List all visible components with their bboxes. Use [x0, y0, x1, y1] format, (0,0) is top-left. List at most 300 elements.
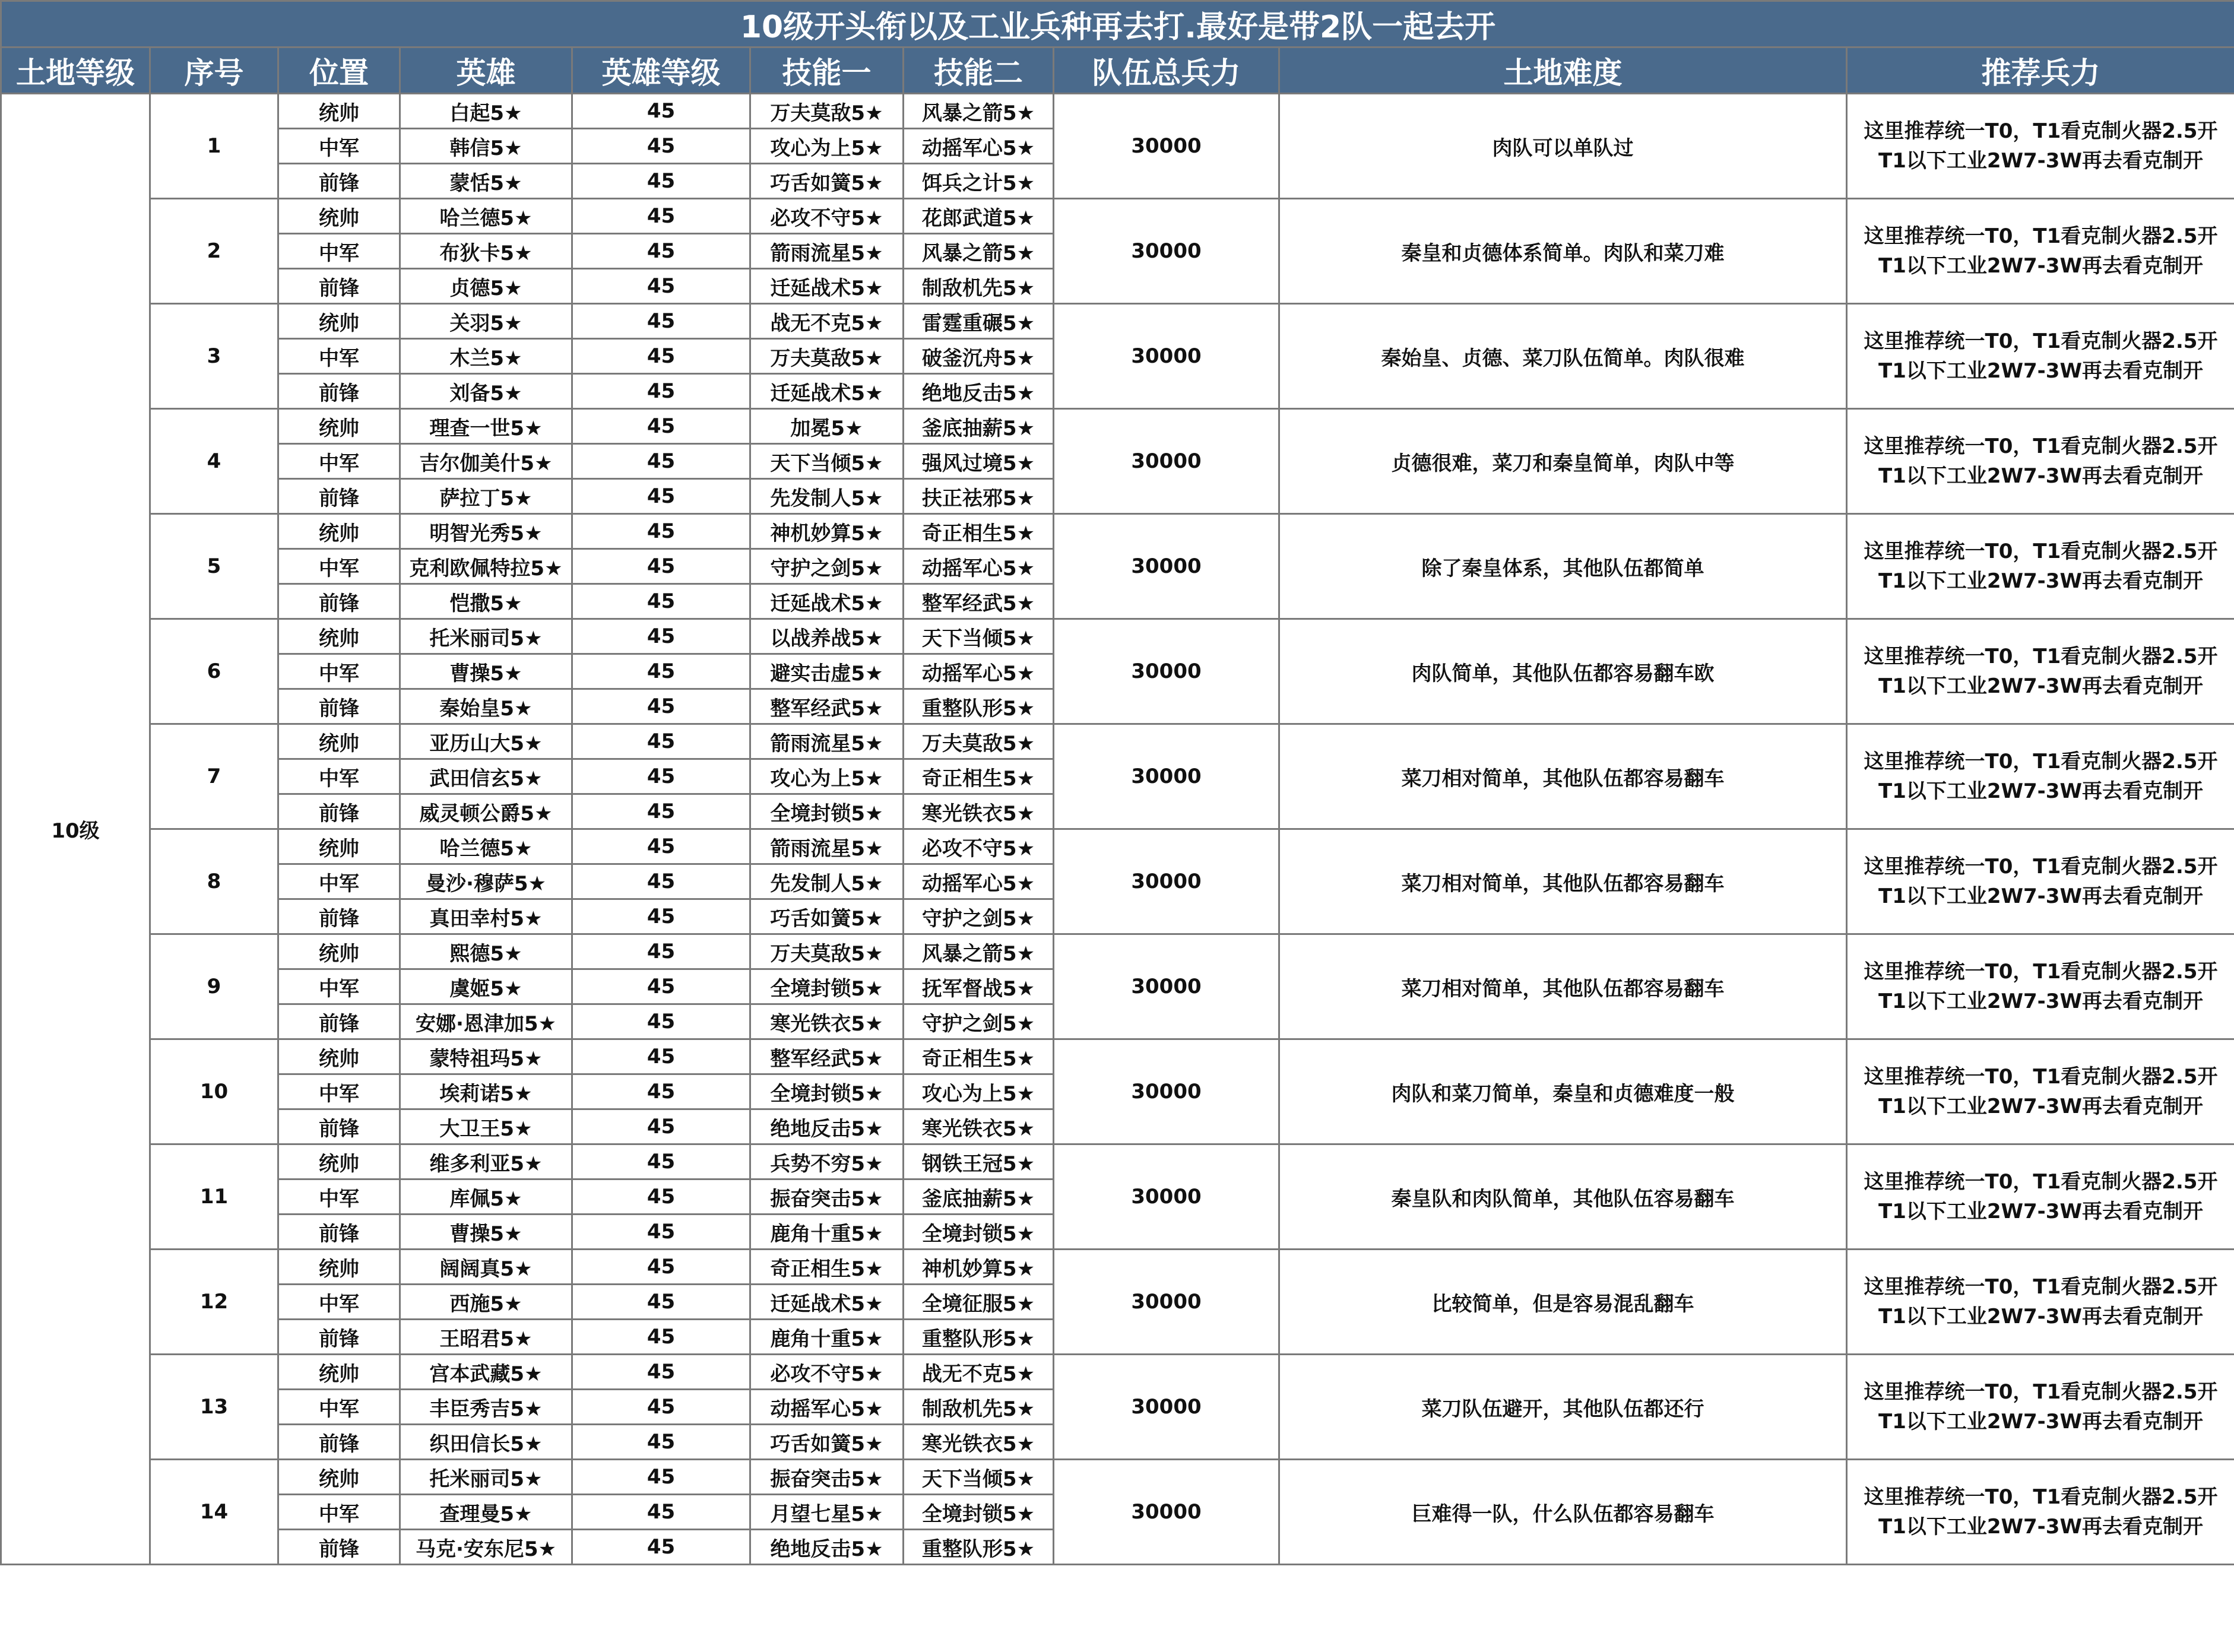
skill-one-cell: 巧舌如簧5★ [750, 1425, 904, 1460]
recommended-line-2: T1以下工业2W7-3W再去看克制开 [1878, 1515, 2203, 1539]
position-cell: 中军 [278, 759, 400, 794]
skill-one-cell: 全境封锁5★ [750, 794, 904, 829]
hero-level-cell: 45 [572, 269, 750, 304]
hero-cell: 曹操5★ [400, 1215, 572, 1250]
hero-level-cell: 45 [572, 1215, 750, 1250]
seq-no-cell: 14 [150, 1460, 278, 1565]
header-total-troops: 队伍总兵力 [1054, 47, 1279, 94]
skill-one-cell: 振奋突击5★ [750, 1460, 904, 1495]
position-cell: 前锋 [278, 1004, 400, 1039]
hero-level-cell: 45 [572, 409, 750, 444]
hero-level-cell: 45 [572, 514, 750, 549]
table-row [1, 1460, 2234, 1495]
hero-level-cell: 45 [572, 1355, 750, 1390]
total-troops-cell: 30000 [1054, 304, 1279, 409]
position-cell: 中军 [278, 1074, 400, 1109]
skill-two-cell: 天下当倾5★ [904, 619, 1054, 654]
recommended-line-1: 这里推荐统一T0，T1看克制火器2.5开 [1864, 645, 2218, 668]
skill-two-cell: 奇正相生5★ [904, 514, 1054, 549]
position-cell: 中军 [278, 1179, 400, 1215]
position-cell: 中军 [278, 864, 400, 899]
hero-level-cell: 45 [572, 549, 750, 584]
hero-level-cell: 45 [572, 374, 750, 409]
hero-cell: 蒙恬5★ [400, 164, 572, 199]
land-difficulty-cell: 比较简单，但是容易混乱翻车 [1279, 1250, 1847, 1355]
header-recommended-troops: 推荐兵力 [1847, 47, 2234, 94]
hero-level-cell: 45 [572, 1495, 750, 1530]
skill-two-cell: 必攻不守5★ [904, 829, 1054, 864]
hero-level-cell: 45 [572, 1004, 750, 1039]
position-cell: 前锋 [278, 269, 400, 304]
skill-one-cell: 迁延战术5★ [750, 269, 904, 304]
skill-two-cell: 寒光铁衣5★ [904, 1425, 1054, 1460]
total-troops-cell: 30000 [1054, 1250, 1279, 1355]
land-difficulty-cell: 肉队简单，其他队伍都容易翻车欧 [1279, 619, 1847, 724]
hero-cell: 曹操5★ [400, 654, 572, 689]
skill-two-cell: 风暴之箭5★ [904, 94, 1054, 129]
hero-level-cell: 45 [572, 444, 750, 479]
table-row [1, 1144, 2234, 1179]
hero-level-cell: 45 [572, 199, 750, 234]
skill-one-cell: 万夫莫敌5★ [750, 339, 904, 374]
position-cell: 前锋 [278, 1530, 400, 1565]
recommended-troops-cell [1847, 1250, 2234, 1355]
recommended-troops-cell [1847, 1144, 2234, 1250]
recommended-troops-cell [1847, 1355, 2234, 1460]
recommended-line-1: 这里推荐统一T0，T1看克制火器2.5开 [1864, 1380, 2218, 1404]
skill-one-cell: 天下当倾5★ [750, 444, 904, 479]
land-difficulty-cell: 秦皇队和肉队简单，其他队伍容易翻车 [1279, 1144, 1847, 1250]
position-cell: 统帅 [278, 199, 400, 234]
position-cell: 统帅 [278, 514, 400, 549]
skill-one-cell: 万夫莫敌5★ [750, 934, 904, 969]
table-row [1, 619, 2234, 654]
hero-cell: 威灵顿公爵5★ [400, 794, 572, 829]
seq-no-cell: 11 [150, 1144, 278, 1250]
total-troops-cell: 30000 [1054, 199, 1279, 304]
recommended-troops-cell [1847, 514, 2234, 619]
land-difficulty-cell: 贞德很难，菜刀和秦皇简单，肉队中等 [1279, 409, 1847, 514]
hero-cell: 萨拉丁5★ [400, 479, 572, 514]
recommended-line-1: 这里推荐统一T0，T1看克制火器2.5开 [1864, 1275, 2218, 1299]
skill-one-cell: 巧舌如簧5★ [750, 164, 904, 199]
hero-level-cell: 45 [572, 1039, 750, 1074]
position-cell: 中军 [278, 339, 400, 374]
position-cell: 前锋 [278, 584, 400, 619]
hero-level-cell: 45 [572, 934, 750, 969]
recommended-line-2: T1以下工业2W7-3W再去看克制开 [1878, 779, 2203, 803]
recommended-line-2: T1以下工业2W7-3W再去看克制开 [1878, 674, 2203, 698]
header-position: 位置 [278, 47, 400, 94]
hero-cell: 木兰5★ [400, 339, 572, 374]
total-troops-cell: 30000 [1054, 1460, 1279, 1565]
hero-cell: 曼沙·穆萨5★ [400, 864, 572, 899]
total-troops-cell: 30000 [1054, 1355, 1279, 1460]
recommended-line-1: 这里推荐统一T0，T1看克制火器2.5开 [1864, 329, 2218, 353]
header-skill-one: 技能一 [750, 47, 904, 94]
hero-cell: 虞姬5★ [400, 969, 572, 1004]
seq-no-cell: 12 [150, 1250, 278, 1355]
skill-two-cell: 制敌机先5★ [904, 1390, 1054, 1425]
hero-cell: 托米丽司5★ [400, 1460, 572, 1495]
seq-no-cell: 7 [150, 724, 278, 829]
hero-level-cell: 45 [572, 1530, 750, 1565]
position-cell: 中军 [278, 1390, 400, 1425]
table-row [1, 514, 2234, 549]
skill-two-cell: 全境封锁5★ [904, 1495, 1054, 1530]
total-troops-cell: 30000 [1054, 1144, 1279, 1250]
skill-one-cell: 迁延战术5★ [750, 584, 904, 619]
hero-level-cell: 45 [572, 129, 750, 164]
hero-cell: 吉尔伽美什5★ [400, 444, 572, 479]
hero-level-cell: 45 [572, 899, 750, 934]
skill-two-cell: 寒光铁衣5★ [904, 794, 1054, 829]
position-cell: 前锋 [278, 374, 400, 409]
hero-level-cell: 45 [572, 1250, 750, 1285]
skill-two-cell: 花郎武道5★ [904, 199, 1054, 234]
hero-cell: 熙德5★ [400, 934, 572, 969]
skill-two-cell: 雷霆重碾5★ [904, 304, 1054, 339]
hero-level-cell: 45 [572, 759, 750, 794]
recommended-line-2: T1以下工业2W7-3W再去看克制开 [1878, 990, 2203, 1013]
skill-one-cell: 避实击虚5★ [750, 654, 904, 689]
position-cell: 前锋 [278, 1109, 400, 1144]
position-cell: 中军 [278, 549, 400, 584]
skill-one-cell: 整军经武5★ [750, 689, 904, 724]
hero-level-cell: 45 [572, 1285, 750, 1320]
skill-one-cell: 神机妙算5★ [750, 514, 904, 549]
skill-two-cell: 风暴之箭5★ [904, 934, 1054, 969]
seq-no-cell: 2 [150, 199, 278, 304]
table-row [1, 1250, 2234, 1285]
skill-one-cell: 巧舌如簧5★ [750, 899, 904, 934]
header-hero: 英雄 [400, 47, 572, 94]
hero-level-cell: 45 [572, 619, 750, 654]
recommended-troops-cell [1847, 94, 2234, 199]
skill-two-cell: 釜底抽薪5★ [904, 1179, 1054, 1215]
position-cell: 中军 [278, 234, 400, 269]
hero-level-cell: 45 [572, 94, 750, 129]
recommended-troops-cell [1847, 934, 2234, 1039]
skill-two-cell: 重整队形5★ [904, 1320, 1054, 1355]
skill-one-cell: 以战养战5★ [750, 619, 904, 654]
skill-two-cell: 全境封锁5★ [904, 1215, 1054, 1250]
land-difficulty-cell: 除了秦皇体系，其他队伍都简单 [1279, 514, 1847, 619]
skill-two-cell: 风暴之箭5★ [904, 234, 1054, 269]
hero-level-cell: 45 [572, 1179, 750, 1215]
land-difficulty-cell: 菜刀相对简单，其他队伍都容易翻车 [1279, 934, 1847, 1039]
hero-level-cell: 45 [572, 1144, 750, 1179]
skill-two-cell: 饵兵之计5★ [904, 164, 1054, 199]
skill-one-cell: 全境封锁5★ [750, 969, 904, 1004]
table-row [1, 409, 2234, 444]
land-difficulty-cell: 秦始皇、贞德、菜刀队伍简单。肉队很难 [1279, 304, 1847, 409]
hero-cell: 克利欧佩特拉5★ [400, 549, 572, 584]
total-troops-cell: 30000 [1054, 724, 1279, 829]
table-row [1, 304, 2234, 339]
total-troops-cell: 30000 [1054, 409, 1279, 514]
position-cell: 前锋 [278, 164, 400, 199]
skill-one-cell: 万夫莫敌5★ [750, 94, 904, 129]
land-difficulty-cell: 秦皇和贞德体系简单。肉队和菜刀难 [1279, 199, 1847, 304]
skill-two-cell: 扶正祛邪5★ [904, 479, 1054, 514]
land-difficulty-cell: 肉队可以单队过 [1279, 94, 1847, 199]
recommended-line-1: 这里推荐统一T0，T1看克制火器2.5开 [1864, 960, 2218, 984]
skill-one-cell: 迁延战术5★ [750, 374, 904, 409]
hero-cell: 布狄卡5★ [400, 234, 572, 269]
position-cell: 统帅 [278, 619, 400, 654]
seq-no-cell: 9 [150, 934, 278, 1039]
hero-cell: 恺撒5★ [400, 584, 572, 619]
skill-two-cell: 守护之剑5★ [904, 899, 1054, 934]
skill-one-cell: 绝地反击5★ [750, 1109, 904, 1144]
recommended-troops-cell [1847, 304, 2234, 409]
hero-cell: 真田幸村5★ [400, 899, 572, 934]
skill-two-cell: 绝地反击5★ [904, 374, 1054, 409]
seq-no-cell: 8 [150, 829, 278, 934]
recommended-line-2: T1以下工业2W7-3W再去看克制开 [1878, 254, 2203, 278]
recommended-line-2: T1以下工业2W7-3W再去看克制开 [1878, 464, 2203, 488]
recommended-troops-cell [1847, 199, 2234, 304]
recommended-line-1: 这里推荐统一T0，T1看克制火器2.5开 [1864, 855, 2218, 879]
hero-cell: 织田信长5★ [400, 1425, 572, 1460]
hero-level-cell: 45 [572, 724, 750, 759]
skill-one-cell: 鹿角十重5★ [750, 1215, 904, 1250]
position-cell: 前锋 [278, 479, 400, 514]
position-cell: 统帅 [278, 829, 400, 864]
skill-one-cell: 寒光铁衣5★ [750, 1004, 904, 1039]
skill-one-cell: 必攻不守5★ [750, 1355, 904, 1390]
skill-two-cell: 重整队形5★ [904, 1530, 1054, 1565]
skill-two-cell: 奇正相生5★ [904, 1039, 1054, 1074]
hero-level-cell: 45 [572, 1109, 750, 1144]
position-cell: 中军 [278, 1285, 400, 1320]
hero-level-cell: 45 [572, 479, 750, 514]
header-hero-level: 英雄等级 [572, 47, 750, 94]
recommended-line-2: T1以下工业2W7-3W再去看克制开 [1878, 149, 2203, 173]
recommended-line-1: 这里推荐统一T0，T1看克制火器2.5开 [1864, 1065, 2218, 1089]
skill-one-cell: 必攻不守5★ [750, 199, 904, 234]
skill-one-cell: 奇正相生5★ [750, 1250, 904, 1285]
land-difficulty-cell: 菜刀相对简单，其他队伍都容易翻车 [1279, 724, 1847, 829]
position-cell: 前锋 [278, 899, 400, 934]
position-cell: 统帅 [278, 934, 400, 969]
skill-two-cell: 强风过境5★ [904, 444, 1054, 479]
total-troops-cell: 30000 [1054, 829, 1279, 934]
hero-level-cell: 45 [572, 829, 750, 864]
table-row [1, 934, 2234, 969]
skill-one-cell: 攻心为上5★ [750, 129, 904, 164]
table-row [1, 1039, 2234, 1074]
position-cell: 统帅 [278, 1144, 400, 1179]
recommended-line-2: T1以下工业2W7-3W再去看克制开 [1878, 1305, 2203, 1328]
header-skill-two: 技能二 [904, 47, 1054, 94]
recommended-line-1: 这里推荐统一T0，T1看克制火器2.5开 [1864, 119, 2218, 143]
hero-level-cell: 45 [572, 1390, 750, 1425]
skill-two-cell: 整军经武5★ [904, 584, 1054, 619]
position-cell: 统帅 [278, 304, 400, 339]
table-row [1, 829, 2234, 864]
hero-level-cell: 45 [572, 794, 750, 829]
hero-level-cell: 45 [572, 1320, 750, 1355]
total-troops-cell: 30000 [1054, 514, 1279, 619]
hero-level-cell: 45 [572, 1460, 750, 1495]
hero-cell: 宫本武藏5★ [400, 1355, 572, 1390]
recommended-line-1: 这里推荐统一T0，T1看克制火器2.5开 [1864, 224, 2218, 248]
recommended-line-2: T1以下工业2W7-3W再去看克制开 [1878, 884, 2203, 908]
header-land-level: 土地等级 [1, 47, 150, 94]
position-cell: 前锋 [278, 794, 400, 829]
position-cell: 前锋 [278, 689, 400, 724]
hero-cell: 库佩5★ [400, 1179, 572, 1215]
skill-one-cell: 绝地反击5★ [750, 1530, 904, 1565]
position-cell: 中军 [278, 969, 400, 1004]
skill-two-cell: 天下当倾5★ [904, 1460, 1054, 1495]
land-difficulty-cell: 肉队和菜刀简单，秦皇和贞德难度一般 [1279, 1039, 1847, 1144]
skill-one-cell: 箭雨流星5★ [750, 829, 904, 864]
skill-one-cell: 先发制人5★ [750, 479, 904, 514]
recommended-line-1: 这里推荐统一T0，T1看克制火器2.5开 [1864, 1485, 2218, 1509]
position-cell: 统帅 [278, 724, 400, 759]
hero-cell: 大卫王5★ [400, 1109, 572, 1144]
skill-one-cell: 振奋突击5★ [750, 1179, 904, 1215]
skill-two-cell: 动摇军心5★ [904, 549, 1054, 584]
seq-no-cell: 3 [150, 304, 278, 409]
land-difficulty-cell: 菜刀队伍避开，其他队伍都还行 [1279, 1355, 1847, 1460]
total-troops-cell: 30000 [1054, 934, 1279, 1039]
recommended-line-1: 这里推荐统一T0，T1看克制火器2.5开 [1864, 1170, 2218, 1194]
skill-two-cell: 制敌机先5★ [904, 269, 1054, 304]
hero-cell: 蒙特祖玛5★ [400, 1039, 572, 1074]
hero-level-cell: 45 [572, 234, 750, 269]
hero-level-cell: 45 [572, 584, 750, 619]
seq-no-cell: 10 [150, 1039, 278, 1144]
skill-one-cell: 箭雨流星5★ [750, 234, 904, 269]
hero-level-cell: 45 [572, 339, 750, 374]
hero-cell: 托米丽司5★ [400, 619, 572, 654]
hero-cell: 白起5★ [400, 94, 572, 129]
skill-two-cell: 釜底抽薪5★ [904, 409, 1054, 444]
skill-one-cell: 兵势不穷5★ [750, 1144, 904, 1179]
hero-cell: 哈兰德5★ [400, 199, 572, 234]
skill-one-cell: 战无不克5★ [750, 304, 904, 339]
hero-level-cell: 45 [572, 864, 750, 899]
skill-two-cell: 抚军督战5★ [904, 969, 1054, 1004]
skill-two-cell: 动摇军心5★ [904, 654, 1054, 689]
skill-one-cell: 月望七星5★ [750, 1495, 904, 1530]
hero-cell: 刘备5★ [400, 374, 572, 409]
position-cell: 统帅 [278, 94, 400, 129]
land-difficulty-cell: 菜刀相对简单，其他队伍都容易翻车 [1279, 829, 1847, 934]
recommended-line-1: 这里推荐统一T0，T1看克制火器2.5开 [1864, 435, 2218, 458]
seq-no-cell: 5 [150, 514, 278, 619]
header-seq-no: 序号 [150, 47, 278, 94]
recommended-line-2: T1以下工业2W7-3W再去看克制开 [1878, 1095, 2203, 1118]
hero-level-cell: 45 [572, 969, 750, 1004]
skill-two-cell: 神机妙算5★ [904, 1250, 1054, 1285]
position-cell: 统帅 [278, 1460, 400, 1495]
recommended-line-1: 这里推荐统一T0，T1看克制火器2.5开 [1864, 540, 2218, 563]
skill-two-cell: 全境征服5★ [904, 1285, 1054, 1320]
skill-one-cell: 先发制人5★ [750, 864, 904, 899]
total-troops-cell: 30000 [1054, 94, 1279, 199]
hero-cell: 维多利亚5★ [400, 1144, 572, 1179]
position-cell: 统帅 [278, 1355, 400, 1390]
recommended-troops-cell [1847, 1460, 2234, 1565]
total-troops-cell: 30000 [1054, 619, 1279, 724]
hero-cell: 明智光秀5★ [400, 514, 572, 549]
recommended-line-2: T1以下工业2W7-3W再去看克制开 [1878, 359, 2203, 383]
table-row [1, 1355, 2234, 1390]
skill-two-cell: 动摇军心5★ [904, 864, 1054, 899]
recommended-line-2: T1以下工业2W7-3W再去看克制开 [1878, 569, 2203, 593]
position-cell: 中军 [278, 444, 400, 479]
hero-cell: 亚历山大5★ [400, 724, 572, 759]
hero-cell: 丰臣秀吉5★ [400, 1390, 572, 1425]
hero-level-cell: 45 [572, 1425, 750, 1460]
skill-two-cell: 攻心为上5★ [904, 1074, 1054, 1109]
hero-cell: 武田信玄5★ [400, 759, 572, 794]
hero-level-cell: 45 [572, 164, 750, 199]
hero-cell: 阔阔真5★ [400, 1250, 572, 1285]
skill-two-cell: 钢铁王冠5★ [904, 1144, 1054, 1179]
skill-one-cell: 鹿角十重5★ [750, 1320, 904, 1355]
skill-one-cell: 攻心为上5★ [750, 759, 904, 794]
hero-level-cell: 45 [572, 689, 750, 724]
position-cell: 统帅 [278, 1039, 400, 1074]
seq-no-cell: 4 [150, 409, 278, 514]
skill-one-cell: 迁延战术5★ [750, 1285, 904, 1320]
hero-cell: 安娜·恩津加5★ [400, 1004, 572, 1039]
position-cell: 前锋 [278, 1425, 400, 1460]
skill-two-cell: 重整队形5★ [904, 689, 1054, 724]
seq-no-cell: 13 [150, 1355, 278, 1460]
recommended-troops-cell [1847, 409, 2234, 514]
total-troops-cell: 30000 [1054, 1039, 1279, 1144]
hero-cell: 查理曼5★ [400, 1495, 572, 1530]
skill-one-cell: 整军经武5★ [750, 1039, 904, 1074]
hero-cell: 关羽5★ [400, 304, 572, 339]
skill-two-cell: 寒光铁衣5★ [904, 1109, 1054, 1144]
table-body [1, 94, 2234, 1565]
hero-cell: 王昭君5★ [400, 1320, 572, 1355]
hero-cell: 韩信5★ [400, 129, 572, 164]
table-row [1, 199, 2234, 234]
recommended-troops-cell [1847, 724, 2234, 829]
position-cell: 中军 [278, 1495, 400, 1530]
recommended-troops-cell [1847, 1039, 2234, 1144]
table-row [1, 94, 2234, 129]
hero-cell: 埃莉诺5★ [400, 1074, 572, 1109]
hero-cell: 西施5★ [400, 1285, 572, 1320]
hero-level-cell: 45 [572, 654, 750, 689]
land-difficulty-cell: 巨难得一队，什么队伍都容易翻车 [1279, 1460, 1847, 1565]
sheet-title: 10级开头衔以及工业兵种再去打.最好是带2队一起去开 [1, 1, 2234, 47]
skill-two-cell: 战无不克5★ [904, 1355, 1054, 1390]
skill-two-cell: 守护之剑5★ [904, 1004, 1054, 1039]
recommended-line-2: T1以下工业2W7-3W再去看克制开 [1878, 1410, 2203, 1434]
hero-cell: 贞德5★ [400, 269, 572, 304]
land-level-cell: 10级 [1, 94, 150, 1565]
position-cell: 前锋 [278, 1320, 400, 1355]
header-land-difficulty: 土地难度 [1279, 47, 1847, 94]
skill-one-cell: 守护之剑5★ [750, 549, 904, 584]
recommended-troops-cell [1847, 619, 2234, 724]
skill-two-cell: 万夫莫敌5★ [904, 724, 1054, 759]
table-row [1, 724, 2234, 759]
skill-two-cell: 破釜沉舟5★ [904, 339, 1054, 374]
hero-cell: 哈兰德5★ [400, 829, 572, 864]
